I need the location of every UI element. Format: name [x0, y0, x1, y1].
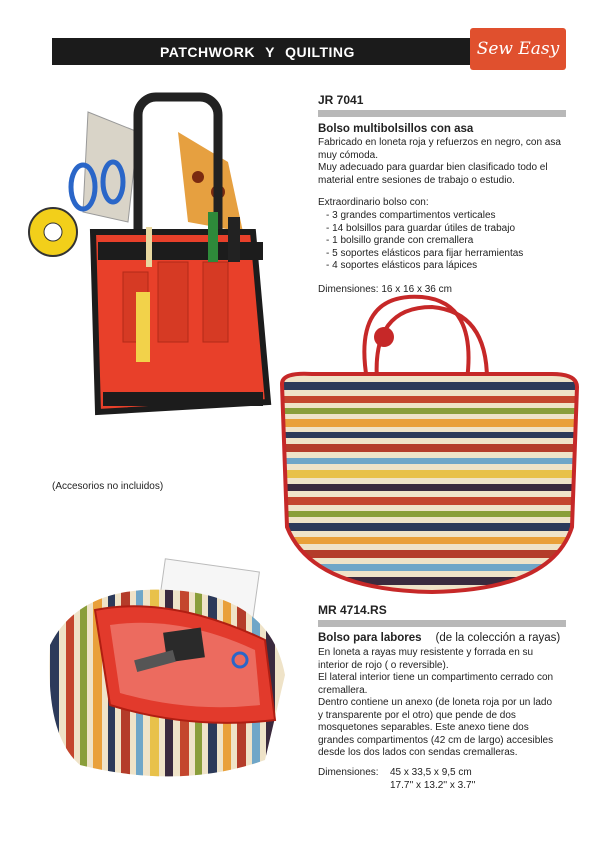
list-item: - 1 bolsillo grande con cremallera [326, 235, 474, 246]
brand-logo: Sew Easy [470, 28, 566, 70]
product-code-jr7041: JR 7041 [318, 93, 364, 107]
list-item: - 14 bolsillos para guardar útiles de trabajo [326, 222, 515, 234]
page-title: PATCHWORK Y QUILTING [160, 44, 355, 60]
section-divider [318, 110, 566, 117]
accessories-caption: (Accesorios no incluidos) [52, 481, 164, 492]
features-heading: Extraordinario bolso con: [318, 197, 429, 208]
product-description: Fabricado en loneta roja y refuerzos en negro, con asa muy cómoda. Muy adecuado para guardar bien clasificado todo el material entre sesiones de trabajo o estudio. [318, 137, 561, 186]
product-description: En loneta a rayas muy resistente y forrada en su interior de rojo ( o reversible). El lateral interior tiene un compartimento cerrado con cremallera. Dentro contiene un anexo (de loneta roja por un lado y transparente por el otro) que pende de dos mosquetones separables. Este anexo tiene dos grandes compartimentos (42 cm de largo) accesibles desde los dos lados con sendas cremalleras. [318, 647, 554, 758]
list-item: - 5 soportes elásticos para fijar herramientas [326, 247, 524, 259]
section-divider [318, 620, 566, 627]
product-dimensions: 45 x 33,5 x 9,5 cm 17.7'' x 13.2'' x 3.7'' [390, 767, 476, 791]
product-title-multipocket-bag: Bolso multibolsillos con asa [318, 123, 474, 135]
list-item: - 3 grandes compartimentos verticales [326, 210, 496, 221]
product-dimensions-label: Dimensiones: [318, 767, 379, 778]
product-dimensions: Dimensiones: 16 x 16 x 36 cm [318, 284, 452, 295]
features-list [318, 210, 523, 273]
list-item: - 4 soportes elásticos para lápices [326, 260, 478, 271]
product-title-sewing-bag: Bolso para labores (de la colección a rayas) [318, 632, 561, 644]
product-code-mr4714: MR 4714.RS [318, 603, 387, 617]
striped-tote-bag-image [272, 292, 590, 597]
multipocket-bag-image [28, 92, 278, 422]
sewing-case-image [40, 555, 300, 785]
